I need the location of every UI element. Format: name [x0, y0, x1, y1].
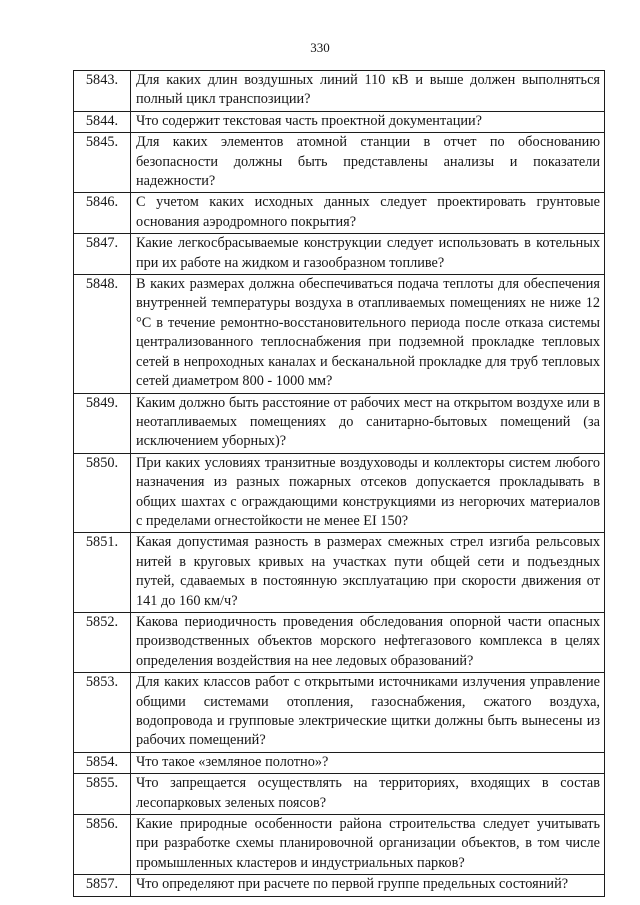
question-text: Что запрещается осуществлять на территориях, входящих в состав лесопарковых зеленых поясов? — [131, 774, 605, 815]
question-text: Что определяют при расчете по первой группе предельных состояний? — [131, 875, 605, 896]
question-text: Какова периодичность проведения обследования опорной части опасных производственных объектов морского нефтегазового комплекса в целях определения воздействия на нее ледовых образований? — [131, 612, 605, 672]
question-text: Для каких элементов атомной станции в отчет по обоснованию безопасности должны быть представлены анализы и показатели надежности? — [131, 133, 605, 193]
question-number: 5853. — [74, 673, 131, 753]
question-text: При каких условиях транзитные воздуховоды и коллекторы систем любого назначения из разных пожарных отсеков допускается прокладывать в общих шахтах с ограждающими конструкциями из негорючих материалов с пределами огнестойкости не менее EI 150? — [131, 453, 605, 533]
question-text: Для каких длин воздушных линий 110 кВ и выше должен выполняться полный цикл транспозиции? — [131, 71, 605, 112]
question-number: 5855. — [74, 774, 131, 815]
question-number: 5849. — [74, 393, 131, 453]
question-row — [74, 453, 605, 533]
question-row — [74, 71, 605, 112]
page-number: 330 — [310, 40, 330, 55]
question-row — [74, 193, 605, 234]
question-number: 5847. — [74, 234, 131, 275]
question-text: Каким должно быть расстояние от рабочих мест на открытом воздухе или в неотапливаемых помещениях до санитарно-бытовых помещений (за исключением уборных)? — [131, 393, 605, 453]
question-row — [74, 275, 605, 393]
question-text: С учетом каких исходных данных следует проектировать грунтовые основания аэродромного покрытия? — [131, 193, 605, 234]
question-text: Какие легкосбрасываемые конструкции следует использовать в котельных при их работе на жидком и газообразном топливе? — [131, 234, 605, 275]
question-text: В каких размерах должна обеспечиваться подача теплоты для обеспечения внутренней температуры воздуха в отапливаемых помещениях не ниже 12 °С в течение ремонтно-восстановительного периода после отказа системы централизованного теплоснабжения при подземной прокладке тепловых сетей в непроходных каналах и бесканальной прокладке для труб тепловых сетей диаметром 800 - 1000 мм? — [131, 275, 605, 393]
question-row — [74, 752, 605, 773]
question-row — [74, 533, 605, 613]
questions-table-body — [74, 71, 605, 897]
question-number: 5851. — [74, 533, 131, 613]
question-row — [74, 774, 605, 815]
question-row — [74, 875, 605, 896]
question-row — [74, 133, 605, 193]
question-text: Что такое «земляное полотно»? — [131, 752, 605, 773]
questions-table — [73, 70, 605, 897]
question-row — [74, 111, 605, 132]
question-text: Какая допустимая разность в размерах смежных стрел изгиба рельсовых нитей в круговых кривых на участках пути общей сети и подъездных путей, сдаваемых в постоянную эксплуатацию при скорости движения от 141 до 160 км/ч? — [131, 533, 605, 613]
question-row — [74, 612, 605, 672]
question-row — [74, 234, 605, 275]
question-number: 5848. — [74, 275, 131, 393]
question-row — [74, 673, 605, 753]
question-number: 5846. — [74, 193, 131, 234]
question-text: Какие природные особенности района строительства следует учитывать при разработке схемы планировочной организации объектов, в том числе промышленных кластеров и индустриальных парков? — [131, 815, 605, 875]
question-number: 5845. — [74, 133, 131, 193]
question-number: 5854. — [74, 752, 131, 773]
question-text: Для каких классов работ с открытыми источниками излучения управление общими системами отопления, газоснабжения, сжатого воздуха, водопровода и групповые электрические щитки должны быть вынесены из рабочих помещений? — [131, 673, 605, 753]
question-number: 5843. — [74, 71, 131, 112]
question-number: 5856. — [74, 815, 131, 875]
question-number: 5852. — [74, 612, 131, 672]
question-text: Что содержит текстовая часть проектной документации? — [131, 111, 605, 132]
question-row — [74, 393, 605, 453]
question-number: 5857. — [74, 875, 131, 896]
question-row — [74, 815, 605, 875]
question-number: 5844. — [74, 111, 131, 132]
question-number: 5850. — [74, 453, 131, 533]
